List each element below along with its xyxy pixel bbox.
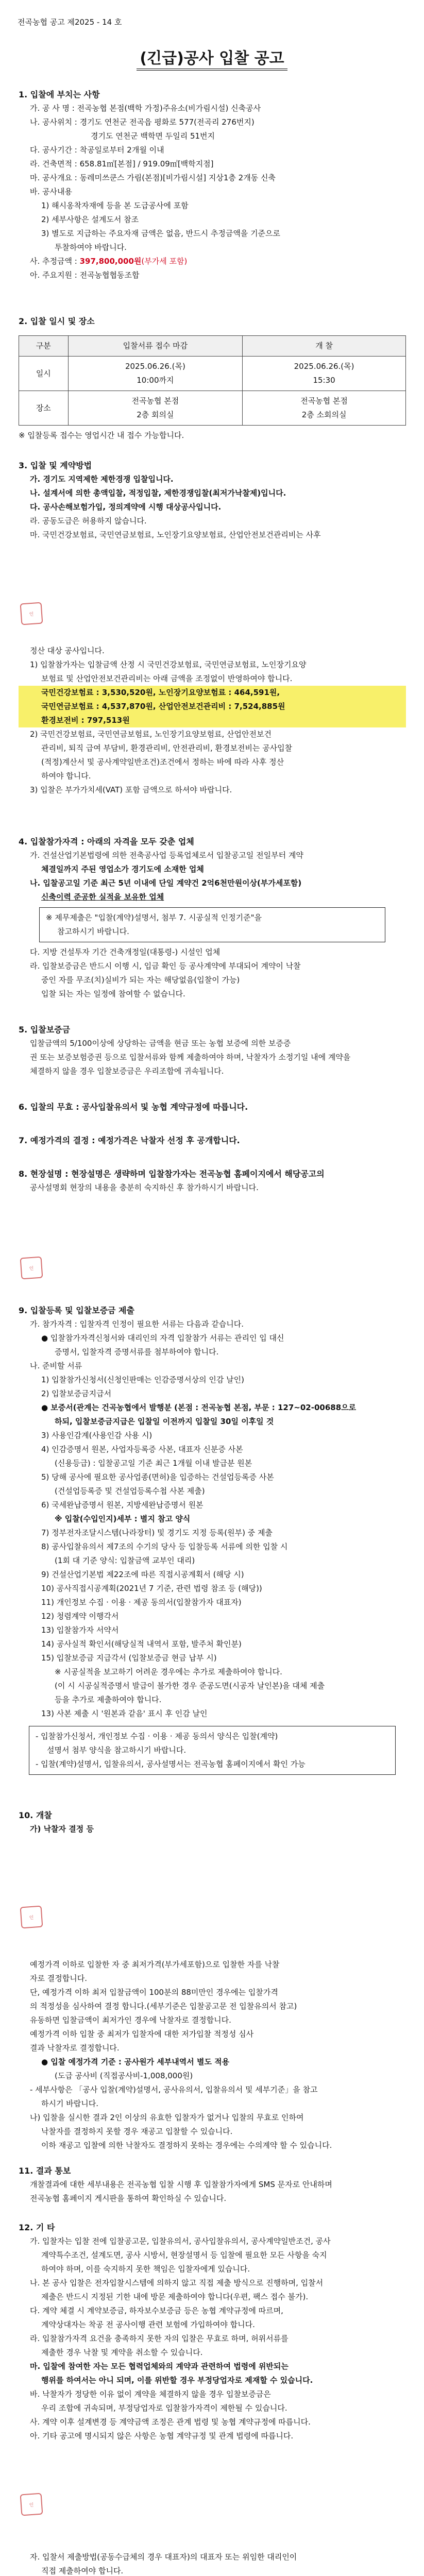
s3-line: 보험료 및 산업안전보건관리비는 아래 금액을 조정없이 반영하여야 합니다. bbox=[41, 674, 293, 683]
s11-line: 전곡농협 홈페이지 게시판을 통하여 확인하실 수 있습니다. bbox=[30, 2194, 227, 2203]
s3-line: 국민건강보험료 : 3,530,520원, 노인장기요양보험료 : 464,591원, bbox=[19, 686, 406, 700]
s9-box-line: - 입찰참가신청서, 개인정보 수집 · 이용 · 제공 동의서 양식은 입찰(계약) bbox=[36, 1732, 278, 1741]
section-8 bbox=[19, 1167, 406, 1195]
s12-line: 가. 입찰자는 입찰 전에 입찰공고문, 입찰유의서, 공사입찰유의서, 공사계약일반조건, 공사 bbox=[30, 2236, 331, 2246]
s12-line: 제출은 반드시 지정된 기한 내에 방문 제출하여야 합니다(우편, 팩스 접수 불가). bbox=[41, 2292, 309, 2301]
s1-line: 아. 주요지원 : 전곡농협협동조합 bbox=[30, 270, 140, 280]
s3-line: 라. 공동도급은 허용하지 않습니다. bbox=[30, 516, 147, 526]
s9-line: (건설업등록증 및 건설업등록수첩 사본 제출) bbox=[55, 1486, 205, 1496]
estimate-value: 397,800,000원 bbox=[79, 257, 142, 266]
s10-line: 예정가격 이하로 입찰한 자 중 최저가격(부가세포함)으로 입찰한 자를 낙찰 bbox=[30, 1960, 280, 1969]
section-3 bbox=[19, 459, 406, 542]
s10-line: - 세부사항은 「공사 입찰(계약)설명서, 공사유의서, 입찰유의서 및 세부기준」을 참고 bbox=[30, 2085, 318, 2094]
s12-line: 아. 기타 공고에 명시되지 않은 사항은 농협 계약규정 및 관계 법령에 따릅니다. bbox=[30, 2431, 294, 2441]
s1-line: 가. 공 사 명 : 전곡농협 본점(백학 가정)주유소(비가림시설) 신축공사 bbox=[30, 104, 261, 113]
schedule-header-cell: 입찰서류 접수 마감 bbox=[68, 336, 243, 357]
section-4 bbox=[19, 835, 406, 1001]
s10-line: 의 적정성을 심사하여 결정 합니다.(세부기준은 입찰공고문 전 입찰유의서 참고) bbox=[30, 2002, 297, 2011]
s10-line: 자로 결정합니다. bbox=[30, 1974, 87, 1983]
s9-line: 5) 당해 공사에 필요한 공사업종(면허)을 입증하는 건설업등록증 사본 bbox=[41, 1472, 274, 1482]
s9-line: 6) 국세완납증명서 원본, 지방세완납증명서 원본 bbox=[41, 1500, 203, 1510]
section-11 bbox=[19, 2164, 406, 2206]
s3-line: 정산 대상 공사입니다. bbox=[30, 646, 105, 655]
s10-line: 결과 낙찰자로 결정합니다. bbox=[30, 2043, 120, 2053]
small-seal-stamp bbox=[20, 2493, 43, 2516]
s10-line: (도급 공사비 (직접공사비-1,008,000원) bbox=[55, 2071, 193, 2080]
schedule-note: ※ 입찰등록 접수는 영업시간 내 접수 가능합니다. bbox=[19, 431, 184, 440]
estimate-label: 사. 추정금액 : bbox=[30, 257, 80, 266]
s12-line: 우리 조합에 귀속되며, 부정당업자로 입찰참가자격이 제한될 수 있습니다. bbox=[41, 2403, 287, 2413]
section-5 bbox=[19, 1023, 406, 1078]
s3-line: 하여야 합니다. bbox=[41, 771, 91, 781]
section-10 bbox=[19, 1808, 406, 1836]
s12-line: 바. 낙찰자가 정당한 이유 없이 계약을 체결하지 않을 경우 입찰보증금은 bbox=[30, 2389, 271, 2399]
notice-number: 전곡농협 공고 제2025 - 14 호 bbox=[18, 18, 122, 27]
s9-line: 10) 공사직접시공계획(2021년 7 기준, 관련 법령 참조 등 (해당)) bbox=[41, 1584, 262, 1593]
s9-box-line: - 입찰(계약)설명서, 입찰유의서, 공사설명서는 전곡농협 홈페이지에서 확인 가능 bbox=[36, 1759, 306, 1769]
s9-line: 하되, 입찰보증금지급은 입찰일 이전까지 입찰일 30일 이후일 것 bbox=[55, 1417, 274, 1426]
s9-line: 11) 개인정보 수집 · 이용 · 제공 동의서(입찰참가자 대표자) bbox=[41, 1598, 242, 1607]
s4-line: 입찰 되는 자는 일정에 참여할 수 없습니다. bbox=[41, 989, 185, 998]
section-1-heading: 1. 입찰에 부치는 사항 bbox=[19, 90, 100, 99]
s4-line: 가. 건설산업기본법령에 의한 전축공사업 등록업체로서 입찰공고일 전일부터 계약 bbox=[30, 851, 303, 860]
s3-line: 가. 경기도 지역제한 제한경쟁 입찰입니다. bbox=[30, 474, 174, 484]
s1-line: 바. 공사내용 bbox=[30, 187, 72, 196]
s1-line: 3) 별도로 지급하는 주요자재 금액은 없음, 반드시 추정금액을 기준으로 bbox=[41, 229, 281, 238]
notice-title bbox=[0, 45, 424, 68]
s9-line: 1) 입찰참가신청서(신청인판매는 인감증명서상의 인감 날인) bbox=[41, 1375, 244, 1384]
section-7 bbox=[19, 1133, 406, 1147]
s3-line: 나. 설계서에 의한 총액입찰, 적정입찰, 제한경쟁입찰(최저가낙찰제)입니다. bbox=[30, 488, 286, 498]
section-2-heading: 2. 입찰 일시 및 장소 bbox=[19, 316, 95, 326]
s9-line: 2) 입찰보증금지급서 bbox=[41, 1389, 112, 1398]
s9-line: 12) 청렴계약 이행각서 bbox=[41, 1612, 119, 1621]
section-9-heading: 9. 입찰등록 및 입찰보증금 제출 bbox=[19, 1306, 134, 1315]
s9-line: (신용등급) : 입찰공고일 기준 최근 1개월 이내 발급분 원본 bbox=[55, 1459, 252, 1468]
schedule-cell: 2025.06.26.(목) 15:30 bbox=[243, 357, 406, 391]
s1-line: 라. 건축면적 : 658.81㎡[본점] / 919.09㎡[백학지점] bbox=[30, 159, 214, 168]
s12-line: 사. 계약 이후 설계변경 등 계약금액 조정은 관계 법령 및 농협 계약규정에 따릅니다. bbox=[30, 2417, 311, 2427]
s3-line: 2) 국민건강보험료, 국민연금보험료, 노인장기요양보험료, 산업안전보건 bbox=[30, 730, 272, 739]
s4-line: 나. 입찰공고일 기준 최근 5년 이내에 단일 계약건 2억6천만원이상(부가세포함) bbox=[30, 878, 302, 888]
small-seal-text: 인 bbox=[29, 1915, 34, 1921]
s4-note-box bbox=[39, 907, 385, 942]
section-8-heading: 8. 현장설명 : 현장설명은 생략하며 입찰참가자는 전곡농협 홈페이지에서 해당공고의 bbox=[19, 1169, 325, 1179]
section-6-heading: 6. 입찰의 무효 : 공사입찰유의서 및 농협 계약규정에 따릅니다. bbox=[19, 1102, 248, 1112]
s10-line: ● 입찰 예정가격 기준 : 공사원가 세부내역서 별도 적용 bbox=[41, 2057, 230, 2066]
s12-line: 나. 본 공사 입찰은 전자입찰시스템에 의하지 않고 직접 제출 방식으로 진행하며, 입찰서 bbox=[30, 2278, 324, 2287]
s12-line: 다. 계약 체결 시 계약보증금, 하자보수보증금 등은 농협 계약규정에 따르며, bbox=[30, 2306, 283, 2315]
s12-line: 하여야 하며, 이를 숙지하지 못한 책임은 입찰자에게 있습니다. bbox=[41, 2264, 250, 2274]
s9-line: (이 시 시공실적증명서 발급이 불가한 경우 준공도면(시공자 날인본)을 대체 제출 bbox=[55, 1681, 325, 1690]
s9-line: 3) 사용인감계(사용인감 사용 시) bbox=[41, 1431, 152, 1440]
s4-note-line: 참고하시기 바랍니다. bbox=[57, 927, 129, 936]
section-9 bbox=[19, 1303, 406, 1775]
s9-line: 4) 인감증명서 원본, 사업자등록증 사본, 대표자 신분증 사본 bbox=[41, 1445, 243, 1454]
small-seal-text: 인 bbox=[29, 612, 34, 617]
section-3-cont bbox=[19, 644, 406, 797]
schedule-row-label: 장소 bbox=[19, 391, 69, 426]
s3-line: (적정)계산서 및 공사계약일반조건)조건에서 정하는 바에 따라 사후 정산 bbox=[41, 757, 284, 767]
s3-line: 국민연금보험료 : 4,537,870원, 산업안전보건관리비 : 7,524,885원 bbox=[19, 700, 406, 714]
s9-line: 7) 정부전자조달시스템(나라장터) 및 경기도 지정 등록(원부) 중 제출 bbox=[41, 1528, 273, 1537]
s4-line: 중인 자를 무조(치)실비가 되는 자는 해당없음(입찰이 가능) bbox=[41, 975, 240, 985]
s4-note-line: ※ 제무제출은 "입찰(계약)설명서, 첨부 7. 시공실적 인정기준"을 bbox=[46, 913, 262, 922]
s12-line: 마. 입찰에 참여한 자는 모든 협력업체와의 계약과 관련하여 법령에 위반되는 bbox=[30, 2362, 289, 2371]
s9-line: ● 보증서(관계는 건곡농협에서 발행분 (본점 : 전곡농협 본점, 부문 : 127~02-00688으로 bbox=[41, 1403, 357, 1412]
s9-line: 나. 준비할 서류 bbox=[30, 1361, 82, 1370]
section-4-heading: 4. 입찰참가자격 : 아래의 자격을 모두 갖춘 업체 bbox=[19, 837, 194, 846]
small-seal-text: 인 bbox=[29, 2502, 34, 2508]
s9-line: (1회 대 기준 양식: 입찰금액 교부인 대리) bbox=[55, 1556, 195, 1565]
small-seal-stamp bbox=[20, 602, 43, 625]
s9-line: 8) 공사입찰유의서 제7조의 수기의 당사 등 입찰등록 서류에 의한 입찰 시 bbox=[41, 1542, 288, 1551]
s1-line: 마. 공사개요 : 동레미쓰쿤스 가림(본점)[비가림시설] 지상1층 2개동 신축 bbox=[30, 173, 276, 182]
section-10-heading: 10. 개찰 bbox=[19, 1810, 52, 1820]
schedule-header-cell: 개 찰 bbox=[243, 336, 406, 357]
s12-line: 행위를 하여서는 아니 되며, 이를 위반할 경우 부정당업자로 제재할 수 있습니다. bbox=[41, 2376, 313, 2385]
s11-line: 개찰결과에 대한 세부내용은 전곡농협 입찰 시행 후 입찰참가자에게 SMS 문자로 안내하며 bbox=[30, 2180, 332, 2189]
s4-line: 다. 지방 건설투자 기간 건축개정일(대통령-) 시설인 업체 bbox=[30, 947, 221, 957]
section-5-heading: 5. 입찰보증금 bbox=[19, 1025, 71, 1035]
section-3-heading: 3. 입찰 및 계약방법 bbox=[19, 461, 92, 470]
s9-line: ● 입찰참가자격신청서와 대리인의 자격 입찰참가 서류는 관리인 입 대신 bbox=[41, 1333, 284, 1343]
section-12-cont bbox=[19, 2550, 406, 2576]
s1-line: 다. 공사기간 : 착공일로부터 2개월 이내 bbox=[30, 145, 164, 155]
s3-line: 다. 공사손해보험가입, 정의계약에 시행 대상공사입니다. bbox=[30, 502, 222, 512]
section-6 bbox=[19, 1100, 406, 1114]
s10-line: 예정가격 이하 입찰 중 최저가 입찰자에 대한 저가입찰 적정성 심사 bbox=[30, 2029, 254, 2039]
s9-line: ※ 시공실적을 보고하기 어려운 경우에는 추가로 제출하여야 합니다. bbox=[55, 1667, 282, 1676]
small-seal-text: 인 bbox=[29, 1266, 34, 1272]
schedule-cell: 2025.06.26.(목) 10:00까지 bbox=[68, 357, 243, 391]
section-10-cont bbox=[19, 1958, 406, 2153]
s12-line: 제출한 경우 낙찰 및 계약을 취소할 수 있습니다. bbox=[41, 2348, 203, 2357]
section-11-heading: 11. 결과 통보 bbox=[19, 2166, 71, 2176]
s1-estimate bbox=[19, 255, 406, 268]
s9-line: 증명서, 입찰자격 증명서류를 첨부하여야 합니다. bbox=[55, 1347, 219, 1357]
s9-note-box bbox=[29, 1726, 396, 1775]
s12-line: 자. 입찰서 제출방법(공동수급체의 경우 대표자)의 대표자 또는 위임한 대리인이 bbox=[30, 2552, 297, 2562]
s1-line: 1) 해시옹착자재에 등을 본 도급공사에 포함 bbox=[41, 201, 189, 210]
s3-line: 3) 입찰은 부가가치세(VAT) 포함 금액으로 하셔야 바랍니다. bbox=[30, 785, 232, 794]
s12-line: 계약상대자는 착공 전 공사이행 관련 보험에 가입하여야 합니다. bbox=[41, 2320, 255, 2329]
s4-line: 라. 입찰보증금은 반드시 이행 시, 입금 확인 등 공사계약에 부대되어 계약이 낙찰 bbox=[30, 961, 301, 971]
s9-line: 13) 입찰참가자 서약서 bbox=[41, 1625, 119, 1635]
small-seal-stamp bbox=[20, 1906, 43, 1929]
s9-line: 14) 공사실적 확인서(해당실적 내역서 포함, 발주처 확인분) bbox=[41, 1639, 242, 1649]
s5-line: 입찰금액의 5/100이상에 상당하는 금액을 현금 또는 농협 보증에 의한 보증증 bbox=[30, 1039, 291, 1048]
s9-line: 가. 참가자격 : 입찰자격 인정이 필요한 서류는 다음과 같습니다. bbox=[30, 1319, 244, 1329]
s9-line: 15) 입찰보증금 지급각서 (입찰보증금 현금 납부 시) bbox=[41, 1653, 217, 1663]
s3-line: 1) 입찰참가자는 입찰금액 산정 시 국민건강보험료, 국민연금보험료, 노인장기요양 bbox=[30, 660, 307, 669]
small-seal-stamp bbox=[20, 1257, 43, 1280]
s4-line: 신축이력 준공한 실적을 보유한 업체 bbox=[41, 892, 164, 902]
s9-line: ※ 입찰(수입인지)세부 : 별지 참고 양식 bbox=[55, 1514, 191, 1523]
schedule-cell: 전곡농협 본점 2층 소회의실 bbox=[243, 391, 406, 426]
notice-title-text: (긴급)공사 입찰 공고 bbox=[137, 49, 287, 71]
s10-line: 가) 낙찰자 결정 등 bbox=[30, 1824, 94, 1834]
s12-line: 라. 입찰참가자격 요건을 충족하지 못한 자의 입찰은 무효로 하며, 허위서류를 bbox=[30, 2334, 289, 2343]
s10-line: 이하 재공고 입찰에 의한 낙찰자도 결정하지 못하는 경우에는 수의계약 할 수 있습니다. bbox=[41, 2141, 332, 2150]
s3-line: 관리비, 퇴직 급여 부담비, 환경관리비, 안전관리비, 환경보전비는 공사입찰 bbox=[41, 743, 293, 753]
s12-line: 직접 제출하여야 합니다. bbox=[41, 2566, 124, 2575]
section-7-heading: 7. 예정가격의 결정 : 예정가격은 낙찰자 선정 후 공개합니다. bbox=[19, 1136, 240, 1145]
s10-line: 단, 예정가격 이하 최저 입찰금액이 100분의 88미만인 경우에는 입찰가격 bbox=[30, 1988, 278, 1997]
s1-line: 경기도 연천군 백학면 두일리 51번지 bbox=[91, 131, 215, 141]
s8-line: 공사설명회 현장의 내용을 충분히 숙지하신 후 참가하시기 바랍니다. bbox=[30, 1183, 259, 1192]
s9-box-line: 설명서 첨부 양식을 참고하시기 바랍니다. bbox=[47, 1745, 186, 1755]
s1-line: 투찰하여야 바랍니다. bbox=[55, 243, 127, 252]
section-12 bbox=[19, 2221, 406, 2443]
s10-line: 하시기 바랍니다. bbox=[41, 2099, 98, 2108]
section-1 bbox=[19, 88, 406, 282]
s1-line: 2) 세부사항은 설계도서 참조 bbox=[41, 215, 139, 224]
s5-line: 체결하지 않을 경우 입찰보증금은 우리조합에 귀속됩니다. bbox=[30, 1066, 224, 1076]
s4-line: 체결일까지 주된 영업소가 경기도에 소재한 업체 bbox=[41, 865, 204, 874]
s9-line: 9) 건설산업기본법 제22조에 따른 직접시공계획서 (해당 시) bbox=[41, 1570, 244, 1579]
s1-line: 나. 공사위치 : 경기도 연천군 전곡읍 평화로 577(전곡리 276번지) bbox=[30, 117, 255, 127]
s3-line: 마. 국민건강보험료, 국민연금보험료, 노인장기요양보험료, 산업안전보건관리비는 사후 bbox=[30, 530, 321, 539]
estimate-note: (부가세 포함) bbox=[141, 257, 188, 266]
section-2 bbox=[19, 314, 406, 443]
schedule-table bbox=[19, 335, 406, 426]
schedule-row-label: 일시 bbox=[19, 357, 69, 391]
s10-line: 나) 입찰을 실시한 결과 2인 이상의 유효한 입찰자가 없거나 입찰의 무효로 인하여 bbox=[30, 2113, 304, 2122]
s12-line: 계약특수조건, 설계도면, 공사 시방서, 현장설명서 등 입찰에 필요한 모든 사항을 숙지 bbox=[41, 2250, 327, 2260]
s9-line: 등을 추가로 제출하여야 합니다. bbox=[55, 1695, 162, 1704]
section-12-heading: 12. 기 타 bbox=[19, 2223, 55, 2232]
s3-line: 환경보전비 : 797,513원 bbox=[19, 714, 406, 727]
schedule-cell: 전곡농협 본점 2층 회의실 bbox=[68, 391, 243, 426]
s9-line: 13) 사본 제출 시 '원본과 같음' 표시 후 인감 날인 bbox=[41, 1709, 208, 1718]
s10-line: 낙찰자를 결정하지 못할 경우 재공고 입찰할 수 있습니다. bbox=[41, 2127, 233, 2136]
s10-line: 유동하면 입찰금액이 최저가인 경우에 낙찰자로 결정합니다. bbox=[30, 2015, 231, 2025]
s5-line: 권 또는 보증보험증권 등으로 입찰서류와 함께 제출하여야 하며, 낙찰자가 소정기일 내에 계약을 bbox=[30, 1053, 351, 1062]
schedule-header-cell: 구분 bbox=[19, 336, 69, 357]
